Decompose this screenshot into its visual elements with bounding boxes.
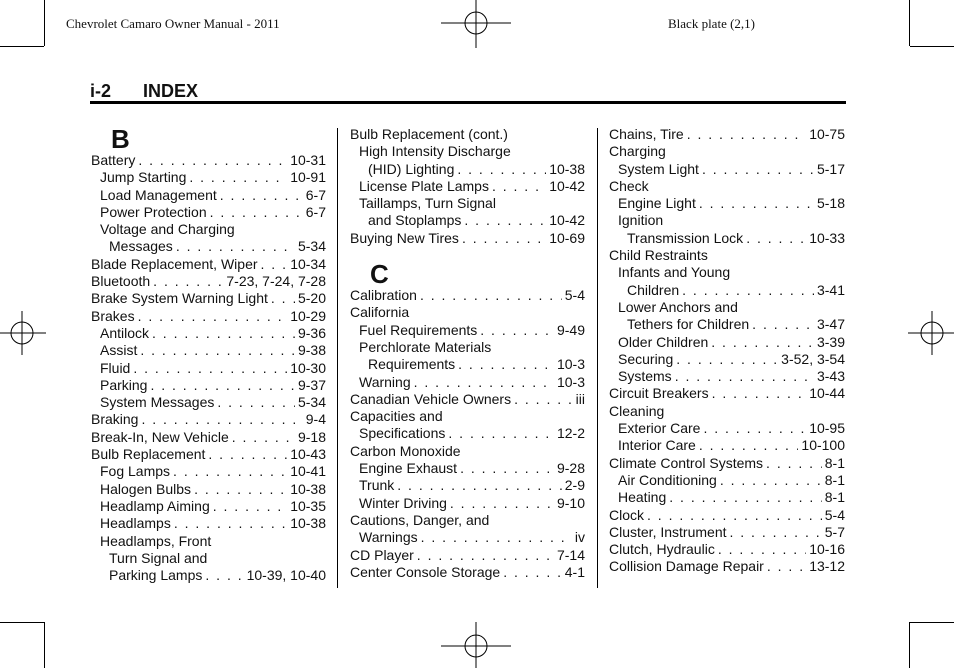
registration-mark-right — [908, 311, 954, 355]
dot-leader — [138, 308, 288, 325]
index-entry — [609, 524, 845, 541]
index-entry-page: 9-18 — [297, 428, 326, 445]
crop-mark — [44, 0, 45, 46]
index-entry-label: System Light — [618, 160, 699, 177]
index-entry-label: Older Children — [618, 333, 709, 350]
index-entry-label: Blade Replacement, Wiper — [91, 255, 258, 272]
index-entry — [350, 512, 585, 529]
dot-leader — [208, 446, 287, 463]
index-entry-page: 5-4 — [824, 506, 845, 523]
index-entry-label: Clock — [609, 506, 645, 523]
index-entry-page: 3-39 — [816, 333, 845, 350]
index-entry-label: Circuit Breakers — [609, 385, 709, 402]
index-entry-label: Buying New Tires — [350, 229, 459, 246]
crop-mark — [909, 622, 910, 668]
index-entry-label: Infants and Young — [618, 264, 731, 281]
index-entry-label: Child Restraints — [609, 247, 708, 264]
index-entry-label: License Plate Lamps — [359, 177, 489, 194]
index-entry-label: (HID) Lighting — [368, 160, 455, 177]
index-entry-label: Interior Care — [618, 437, 696, 454]
dot-leader — [397, 477, 561, 494]
dot-leader — [174, 515, 287, 532]
crop-mark — [44, 622, 45, 668]
dot-leader — [133, 360, 287, 377]
registration-mark-top — [441, 0, 511, 48]
index-entry-label: Engine Exhaust — [359, 460, 458, 477]
index-column-1 — [91, 126, 326, 584]
index-entry-page: 5-34 — [297, 238, 326, 255]
index-entry-page: 2-9 — [564, 477, 585, 494]
index-entry-label: Lower Anchors and — [618, 298, 738, 315]
dot-leader — [448, 425, 554, 442]
index-entry-label: System Messages — [100, 394, 215, 411]
index-entry-page: 10-42 — [549, 212, 585, 229]
index-entry — [609, 195, 845, 212]
index-entry-page: 10-3 — [556, 356, 585, 373]
dot-leader — [414, 374, 554, 391]
dot-leader — [205, 567, 243, 584]
index-entry-page: 10-91 — [290, 169, 326, 186]
dot-leader — [718, 541, 806, 558]
index-entry — [609, 299, 845, 316]
index-entry — [91, 411, 326, 428]
index-entry — [350, 178, 585, 195]
index-entry-label: Bluetooth — [91, 273, 151, 290]
dot-leader — [669, 489, 822, 506]
index-entry-label: Bulb Replacement (cont.) — [350, 126, 508, 142]
dot-leader — [703, 420, 806, 437]
dot-leader — [457, 161, 546, 178]
index-entry-page: 10-38 — [290, 515, 326, 532]
index-entry-page: 10-41 — [290, 463, 326, 480]
index-entry — [350, 195, 585, 212]
dot-leader — [514, 391, 573, 408]
dot-leader — [140, 342, 295, 359]
index-entry — [350, 339, 585, 356]
index-entry — [609, 420, 845, 437]
index-entry-page: iii — [575, 390, 585, 407]
index-entry — [350, 547, 585, 564]
index-entry-label: Brakes — [91, 307, 135, 324]
index-entry-label: Engine Light — [618, 195, 696, 212]
index-entry — [609, 351, 845, 368]
index-entry-label: Warnings — [359, 529, 418, 546]
index-entry-label: Charging — [609, 143, 666, 160]
index-entry-page: 3-52, 3-54 — [781, 350, 845, 367]
index-entry — [609, 455, 845, 472]
index-entry-label: Voltage and Charging — [100, 221, 235, 238]
index-entry-label: Transmission Lock — [627, 229, 744, 246]
index-entry — [350, 495, 585, 512]
registration-mark-left — [0, 311, 46, 355]
index-entry-page: 10-35 — [290, 497, 326, 514]
index-entry-label: Clutch, Hydraulic — [609, 541, 715, 558]
index-entry — [609, 558, 845, 575]
index-entry — [350, 322, 585, 339]
index-entry-page: 8-1 — [824, 454, 845, 471]
page-title — [90, 81, 198, 102]
index-entry-label: Parking — [100, 376, 148, 393]
index-entry — [609, 282, 845, 299]
index-entry-page: 3-47 — [816, 316, 845, 333]
index-entry-label: Turn Signal and — [109, 549, 208, 566]
index-entry — [609, 403, 845, 420]
dot-leader — [458, 356, 554, 373]
dot-leader — [153, 273, 223, 290]
index-entry-label: Climate Control Systems — [609, 454, 764, 471]
dot-leader — [676, 351, 778, 368]
index-entry-page: 10-100 — [801, 437, 845, 454]
index-entry-page: 10-42 — [549, 177, 585, 194]
index-entry-page: 5-17 — [816, 160, 845, 177]
index-entry-page: 6-7 — [305, 203, 326, 220]
dot-leader — [699, 437, 799, 454]
index-entry — [91, 221, 326, 238]
index-entry-label: Check — [609, 177, 649, 194]
dot-leader — [421, 529, 572, 546]
dot-leader — [682, 282, 814, 299]
index-entry — [91, 567, 326, 584]
index-entry-page: 5-34 — [297, 394, 326, 411]
crop-mark — [0, 622, 44, 623]
index-entry-page: 10-30 — [290, 359, 326, 376]
index-entry-page: 10-39, 10-40 — [246, 567, 326, 584]
dot-leader — [712, 385, 807, 402]
page-number: i-2 — [90, 81, 112, 101]
index-entry-label: Headlamps — [100, 515, 171, 532]
index-entry-page: 3-43 — [816, 368, 845, 385]
index-entry-label: Messages — [109, 238, 173, 255]
crop-mark — [909, 0, 910, 46]
dot-leader — [189, 169, 287, 186]
index-entry — [350, 408, 585, 425]
index-entry — [609, 472, 845, 489]
index-entry-page: 5-4 — [564, 287, 585, 304]
index-entry — [91, 394, 326, 411]
index-entry-page: 8-1 — [824, 471, 845, 488]
index-entry-page: 9-4 — [305, 411, 326, 428]
index-entry-label: Antilock — [100, 324, 150, 341]
index-entry-label: Children — [627, 281, 680, 298]
index-entry — [91, 256, 326, 273]
index-entry — [91, 273, 326, 290]
dot-leader — [460, 460, 554, 477]
running-header-title: Chevrolet Camaro Owner Manual - 2011 — [66, 16, 280, 31]
dot-leader — [210, 204, 303, 221]
index-entry-page: 10-33 — [809, 229, 845, 246]
dot-leader — [767, 558, 806, 575]
index-entry-label: CD Player — [350, 546, 414, 563]
index-entry-label: Headlamps, Front — [100, 532, 212, 549]
index-letter-heading: B — [111, 124, 130, 154]
index-entry — [609, 264, 845, 281]
index-entry-page: 12-2 — [556, 425, 585, 442]
title-rule — [90, 101, 846, 104]
index-entry — [609, 316, 845, 333]
index-entry-page: 9-49 — [556, 321, 585, 338]
index-entry — [91, 238, 326, 255]
index-entry — [91, 204, 326, 221]
index-letter-heading: C — [370, 259, 389, 290]
dot-leader — [687, 126, 806, 143]
index-entry — [91, 377, 326, 394]
index-entry — [609, 541, 845, 558]
index-entry-label: Taillamps, Turn Signal — [359, 195, 496, 212]
index-entry — [609, 334, 845, 351]
dot-leader — [217, 394, 295, 411]
index-entry-page: 8-1 — [824, 489, 845, 506]
index-entry-label: Break-In, New Vehicle — [91, 428, 229, 445]
index-entry-label: Tethers for Children — [627, 316, 750, 333]
index-entry — [91, 550, 326, 567]
index-entry-page: 10-31 — [290, 152, 326, 168]
index-entry-page: 9-10 — [556, 494, 585, 511]
index-entry-page: 7-14 — [556, 546, 585, 563]
dot-leader — [464, 212, 546, 229]
index-entry — [609, 178, 845, 195]
dot-leader — [232, 429, 295, 446]
dot-leader — [213, 498, 287, 515]
index-entry-page: 10-16 — [809, 541, 845, 558]
index-entry — [350, 443, 585, 460]
index-entry — [91, 290, 326, 307]
index-entry — [91, 325, 326, 342]
index-entry — [350, 477, 585, 494]
index-entry-label: Jump Starting — [100, 169, 187, 186]
index-column-2 — [350, 126, 585, 581]
index-entry-label: Winter Driving — [359, 494, 447, 511]
index-entry-label: Power Protection — [100, 203, 207, 220]
index-entry-label: Cleaning — [609, 402, 665, 419]
index-entry-page: 13-12 — [809, 558, 845, 575]
dot-leader — [503, 564, 562, 581]
index-entry-page: 10-29 — [290, 307, 326, 324]
index-entry-page: 10-3 — [556, 373, 585, 390]
index-entry-label: Fluid — [100, 359, 131, 376]
index-entry — [609, 126, 845, 143]
index-entry — [350, 374, 585, 391]
index-entry — [350, 460, 585, 477]
index-entry-label: Exterior Care — [618, 420, 701, 437]
index-entry — [609, 230, 845, 247]
index-entry — [91, 169, 326, 186]
index-entry-label: Brake System Warning Light — [91, 290, 268, 307]
index-entry-label: Requirements — [368, 356, 456, 373]
index-entry-page: 10-44 — [809, 385, 845, 402]
index-entry — [609, 212, 845, 229]
dot-leader — [141, 411, 302, 428]
index-entry — [350, 304, 585, 321]
index-entry-page: 5-7 — [824, 523, 845, 540]
index-entry-page: 10-34 — [290, 255, 326, 272]
index-entry — [91, 308, 326, 325]
index-entry — [350, 161, 585, 178]
index-entry-label: Battery — [91, 152, 136, 168]
index-entry-label: Carbon Monoxide — [350, 442, 461, 459]
dot-leader — [138, 152, 287, 169]
dot-leader — [492, 178, 546, 195]
registration-mark-bottom — [441, 622, 511, 668]
index-entry — [91, 498, 326, 515]
index-entry-label: Ignition — [618, 212, 664, 229]
index-entry — [91, 152, 326, 169]
index-entry-label: Specifications — [359, 425, 446, 442]
index-entry — [350, 230, 585, 247]
dot-leader — [150, 377, 295, 394]
index-entry-label: Halogen Bulbs — [100, 480, 192, 497]
dot-leader — [766, 455, 822, 472]
dot-leader — [702, 161, 814, 178]
dot-leader — [699, 195, 814, 212]
index-entry — [350, 391, 585, 408]
index-entry-page: 9-36 — [297, 324, 326, 341]
crop-mark — [910, 622, 954, 623]
index-entry-page: 5-20 — [297, 290, 326, 307]
index-entry — [350, 564, 585, 581]
dot-leader — [271, 290, 295, 307]
index-entry — [609, 143, 845, 160]
dot-leader — [462, 230, 546, 247]
index-entry-label: Calibration — [350, 287, 417, 304]
dot-leader — [730, 524, 822, 541]
index-entry — [609, 385, 845, 402]
dot-leader — [746, 230, 806, 247]
index-entry — [91, 463, 326, 480]
index-entry-page: 4-1 — [564, 563, 585, 580]
index-entry-label: California — [350, 304, 410, 321]
dot-leader — [176, 238, 295, 255]
index-entry-page: 9-28 — [556, 460, 585, 477]
dot-leader — [711, 334, 814, 351]
index-entry-label: Collision Damage Repair — [609, 558, 764, 575]
index-entry — [91, 481, 326, 498]
index-entry — [609, 437, 845, 454]
section-title: INDEX — [143, 81, 199, 101]
index-entry — [350, 356, 585, 373]
index-entry-label: Securing — [618, 350, 674, 367]
column-divider — [597, 128, 598, 588]
index-entry-page: 10-43 — [290, 446, 326, 463]
index-entry-label: Assist — [100, 342, 138, 359]
index-entry-label: Warning — [359, 373, 411, 390]
index-entry — [350, 425, 585, 442]
index-entry-label: Headlamp Aiming — [100, 497, 210, 514]
dot-leader — [752, 316, 814, 333]
index-entry-label: Cluster, Instrument — [609, 523, 727, 540]
index-entry — [609, 368, 845, 385]
index-entry — [350, 126, 585, 143]
running-header-plate: Black plate (2,1) — [668, 16, 755, 31]
index-entry-label: Air Conditioning — [618, 471, 717, 488]
index-entry-label: Perchlorate Materials — [359, 338, 492, 355]
index-entry-page: 10-69 — [549, 229, 585, 246]
index-entry-page: 5-18 — [816, 195, 845, 212]
index-entry-page: 7-23, 7-24, 7-28 — [226, 273, 326, 290]
index-entry-label: Fuel Requirements — [359, 321, 478, 338]
index-entry-label: Heating — [618, 489, 667, 506]
dot-leader — [194, 481, 287, 498]
dot-leader — [720, 472, 822, 489]
dot-leader — [152, 325, 295, 342]
index-entry — [91, 187, 326, 204]
index-entry — [609, 247, 845, 264]
index-entry-label: Chains, Tire — [609, 126, 684, 142]
crop-mark — [0, 46, 44, 47]
index-column-3 — [609, 126, 845, 576]
dot-leader — [220, 187, 303, 204]
index-entry-page: iv — [574, 529, 585, 546]
index-entry-page: 10-38 — [549, 160, 585, 177]
index-entry-label: and Stoplamps — [368, 212, 462, 229]
index-entry — [91, 515, 326, 532]
index-entry — [91, 360, 326, 377]
index-entry-label: Trunk — [359, 477, 395, 494]
index-entry-label: Fog Lamps — [100, 463, 171, 480]
index-entry-page: 10-95 — [809, 420, 845, 437]
index-entry — [91, 342, 326, 359]
index-entry — [91, 533, 326, 550]
index-entry-label: Load Management — [100, 186, 217, 203]
index-entry-label: Capacities and — [350, 408, 443, 425]
dot-leader — [450, 495, 554, 512]
index-entry — [91, 446, 326, 463]
index-entry — [350, 143, 585, 160]
index-entry — [609, 507, 845, 524]
index-entry-page: 9-38 — [297, 342, 326, 359]
index-entry-label: High Intensity Discharge — [359, 143, 511, 160]
index-entry — [609, 161, 845, 178]
dot-leader — [420, 287, 562, 304]
dot-leader — [417, 547, 554, 564]
index-entry-label: Bulb Replacement — [91, 446, 206, 463]
index-entry-label: Cautions, Danger, and — [350, 511, 490, 528]
index-entry-page: 9-37 — [297, 376, 326, 393]
index-entry-page: 10-75 — [809, 126, 845, 142]
index-entry-page: 10-38 — [290, 480, 326, 497]
index-entry — [91, 429, 326, 446]
column-divider — [337, 128, 338, 588]
index-entry-label: Systems — [618, 368, 672, 385]
index-entry-label: Braking — [91, 411, 139, 428]
index-entry-page: 6-7 — [305, 186, 326, 203]
index-entry — [350, 287, 585, 304]
index-entry-page: 3-41 — [816, 281, 845, 298]
index-entry-label: Center Console Storage — [350, 563, 501, 580]
index-entry-label: Canadian Vehicle Owners — [350, 390, 512, 407]
dot-leader — [675, 368, 814, 385]
dot-leader — [647, 507, 822, 524]
index-entry — [350, 529, 585, 546]
index-entry — [350, 212, 585, 229]
crop-mark — [910, 46, 954, 47]
index-entry-label: Parking Lamps — [109, 567, 203, 584]
index-entry — [609, 489, 845, 506]
dot-leader — [480, 322, 554, 339]
dot-leader — [261, 256, 288, 273]
dot-leader — [173, 463, 287, 480]
